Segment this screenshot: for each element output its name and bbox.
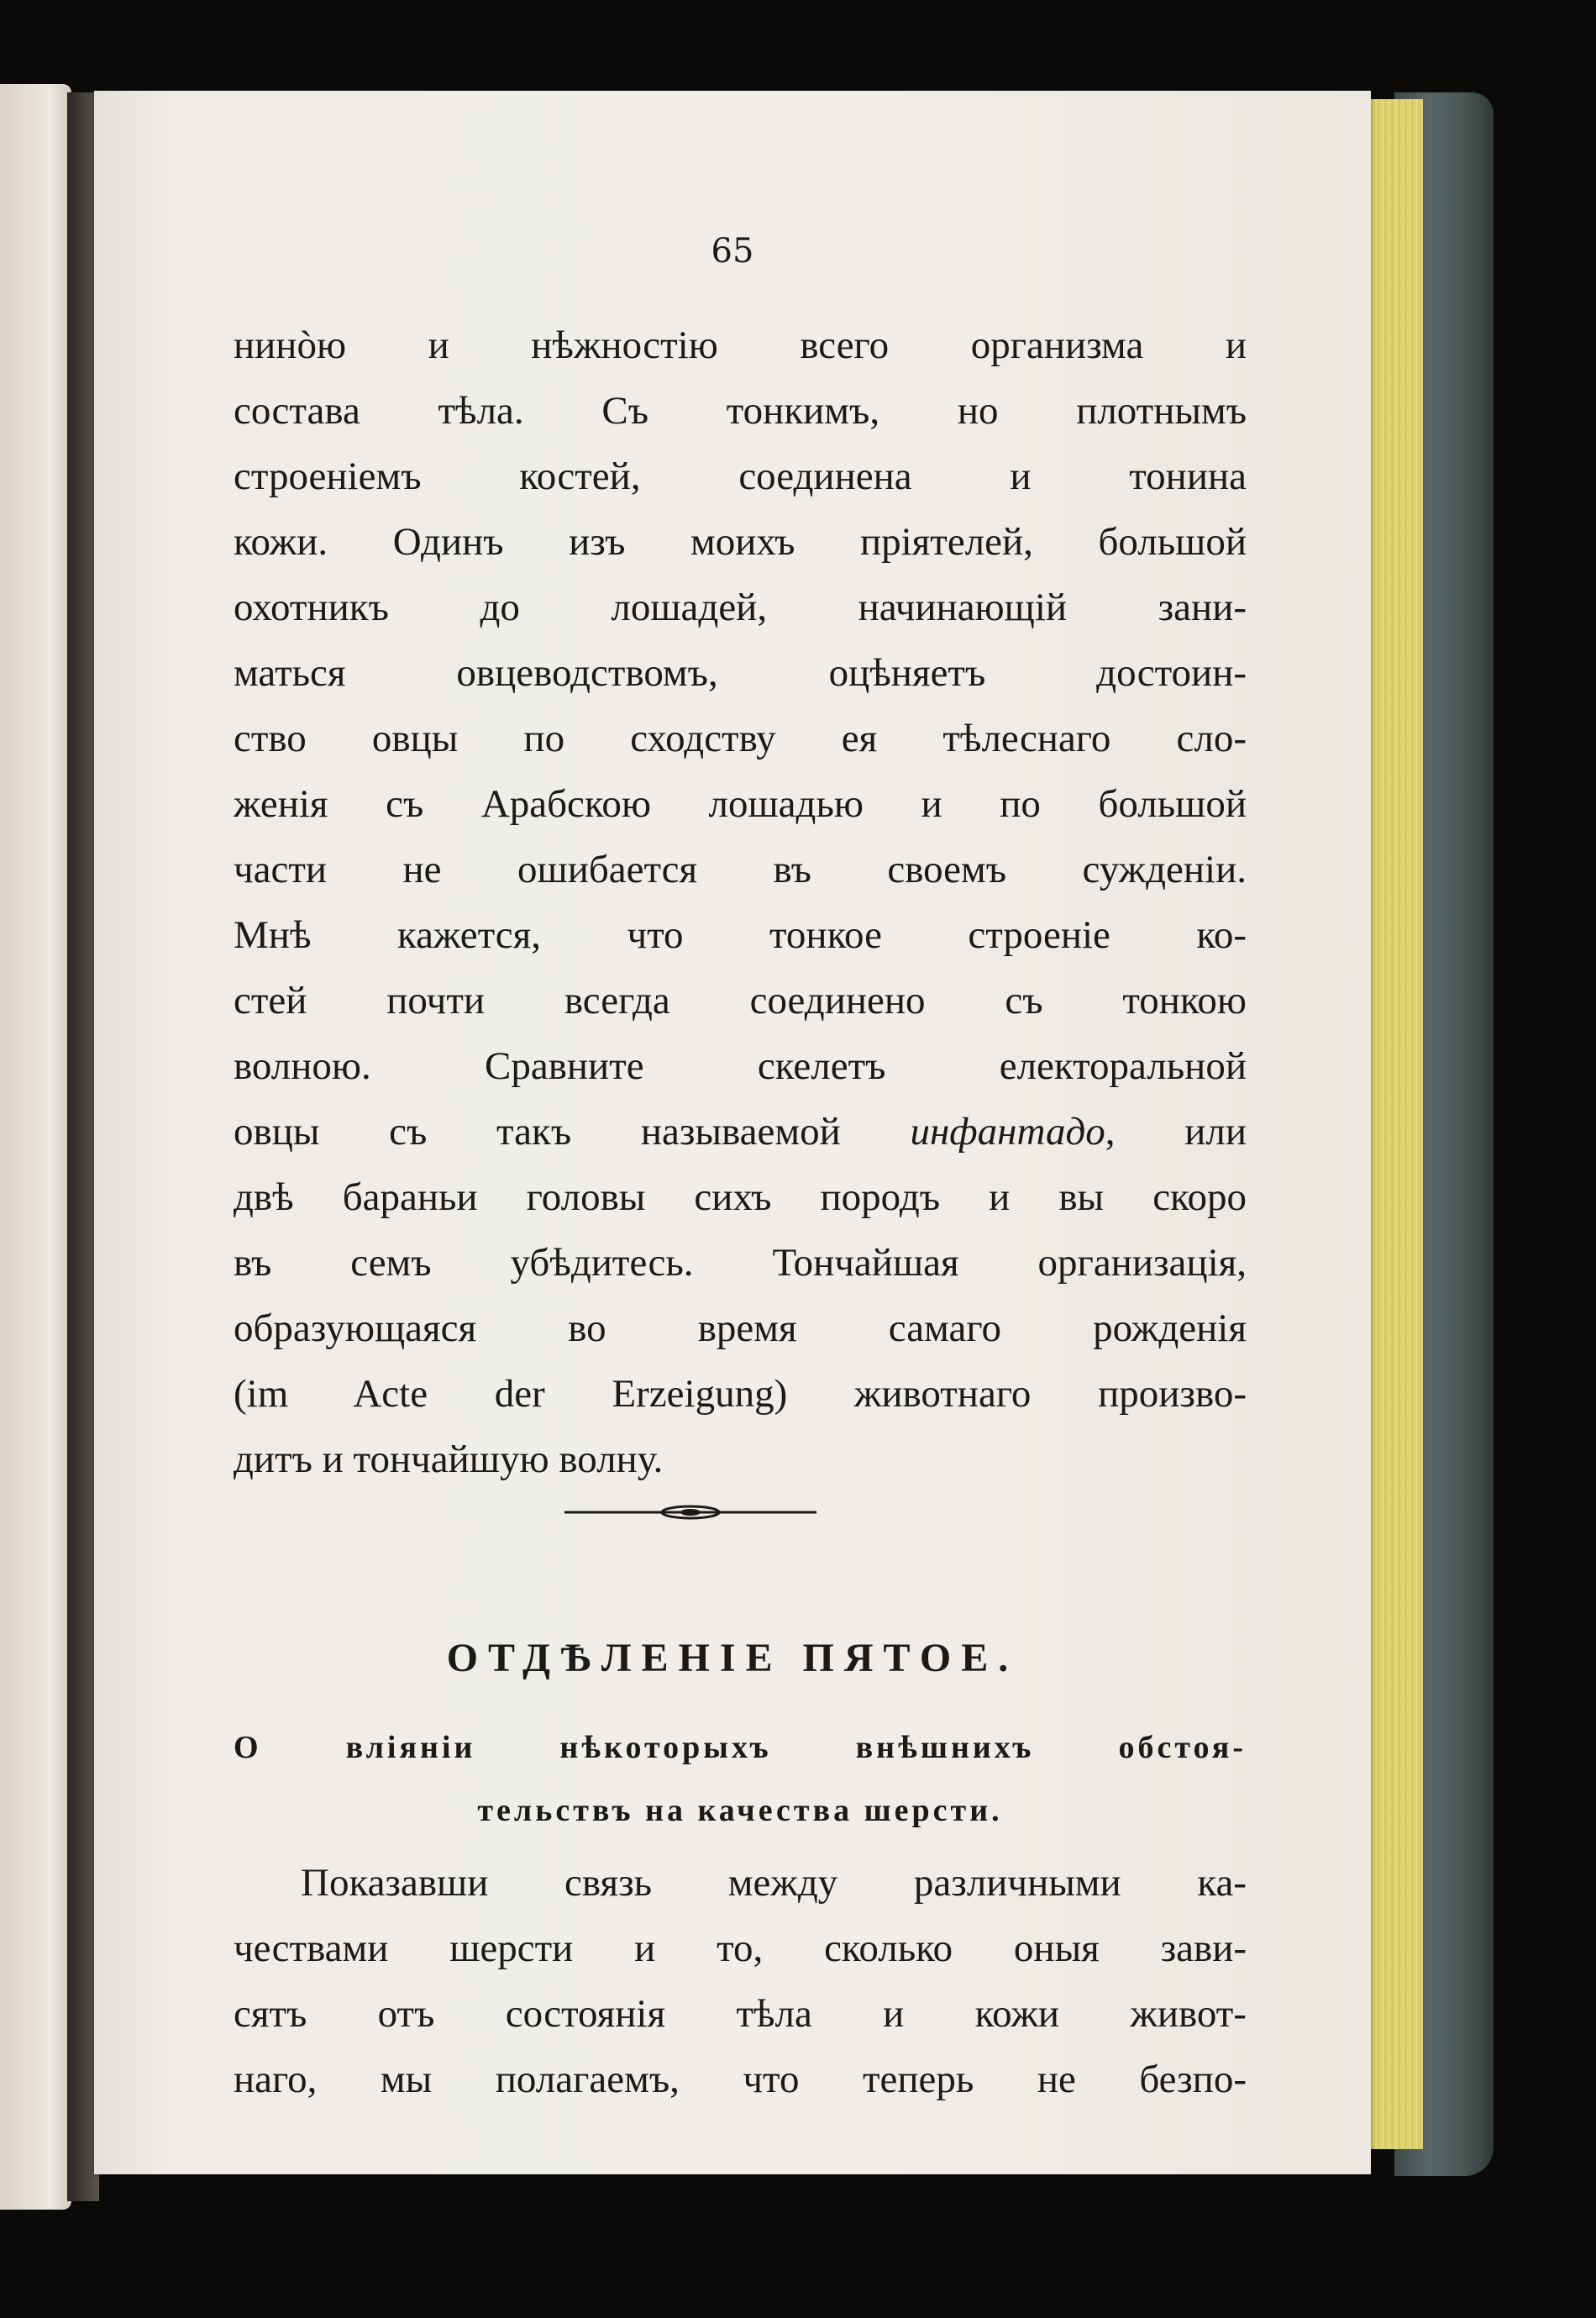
page-edges: [1368, 99, 1423, 2149]
text-line: ство овцы по сходству ея тѣлеснаго сло-: [234, 717, 1247, 760]
text-run: , или: [1105, 1110, 1247, 1154]
text-run: овцы съ такъ называемой: [234, 1110, 911, 1154]
book-page: [94, 91, 1371, 2174]
text-line: сятъ отъ состоянія тѣла и кожи живот-: [234, 1992, 1247, 2036]
text-line: женія съ Арабскою лошадью и по большой: [234, 782, 1247, 826]
text-line: состава тѣла. Съ тонкимъ, но плотнымъ: [234, 389, 1247, 433]
section-subtitle: тельствъ на качества шерсти.: [477, 1793, 1003, 1828]
text-line: дитъ и тончайшую волну.: [234, 1438, 664, 1481]
text-line: части не ошибается въ своемъ сужденіи.: [234, 848, 1247, 891]
text-line: чествами шерсти и то, сколько оныя зави-: [234, 1926, 1247, 1970]
text-line: кожи. Одинъ изъ моихъ пріятелей, большой: [234, 520, 1247, 564]
text-line: охотникъ до лошадей, начинающій зани-: [234, 586, 1247, 629]
text-line: (im Acte der Erzeigung) животнаго произво-: [234, 1372, 1247, 1416]
text-line: стей почти всегда соединено съ тонкою: [234, 979, 1247, 1022]
text-line: строеніемъ костей, соединена и тонина: [234, 455, 1247, 498]
text-line: двѣ бараньи головы сихъ породъ и вы скоро: [234, 1175, 1247, 1219]
ornament-divider: [564, 1502, 816, 1522]
text-line: наго, мы полагаемъ, что теперь не безпо-: [234, 2058, 1247, 2101]
text-line: волною. Сравните скелетъ електоральной: [234, 1044, 1247, 1088]
page-number: 65: [711, 232, 754, 271]
text-line: Мнѣ кажется, что тонкое строеніе ко-: [234, 913, 1247, 957]
text-line: маться овцеводствомъ, оцѣняетъ достоин-: [234, 651, 1247, 695]
section-subtitle: О влiянiи нѣкоторыхъ внѣшнихъ обстоя-: [234, 1730, 1247, 1765]
text-line-italic: [234, 1112, 1247, 1152]
left-page-edge: [0, 84, 71, 2210]
text-line: Показавши связь между различными ка-: [301, 1861, 1247, 1905]
italic-term: инфантадо: [910, 1110, 1105, 1154]
text-line: нинòю и нѣжностію всего организма и: [234, 323, 1247, 367]
text-line: въ семъ убѣдитесь. Тончайшая организація,: [234, 1241, 1247, 1285]
section-title: ОТДѢЛЕНІЕ ПЯТОЕ.: [446, 1636, 1019, 1680]
text-line: образующаяся во время самаго рожденія: [234, 1306, 1247, 1350]
